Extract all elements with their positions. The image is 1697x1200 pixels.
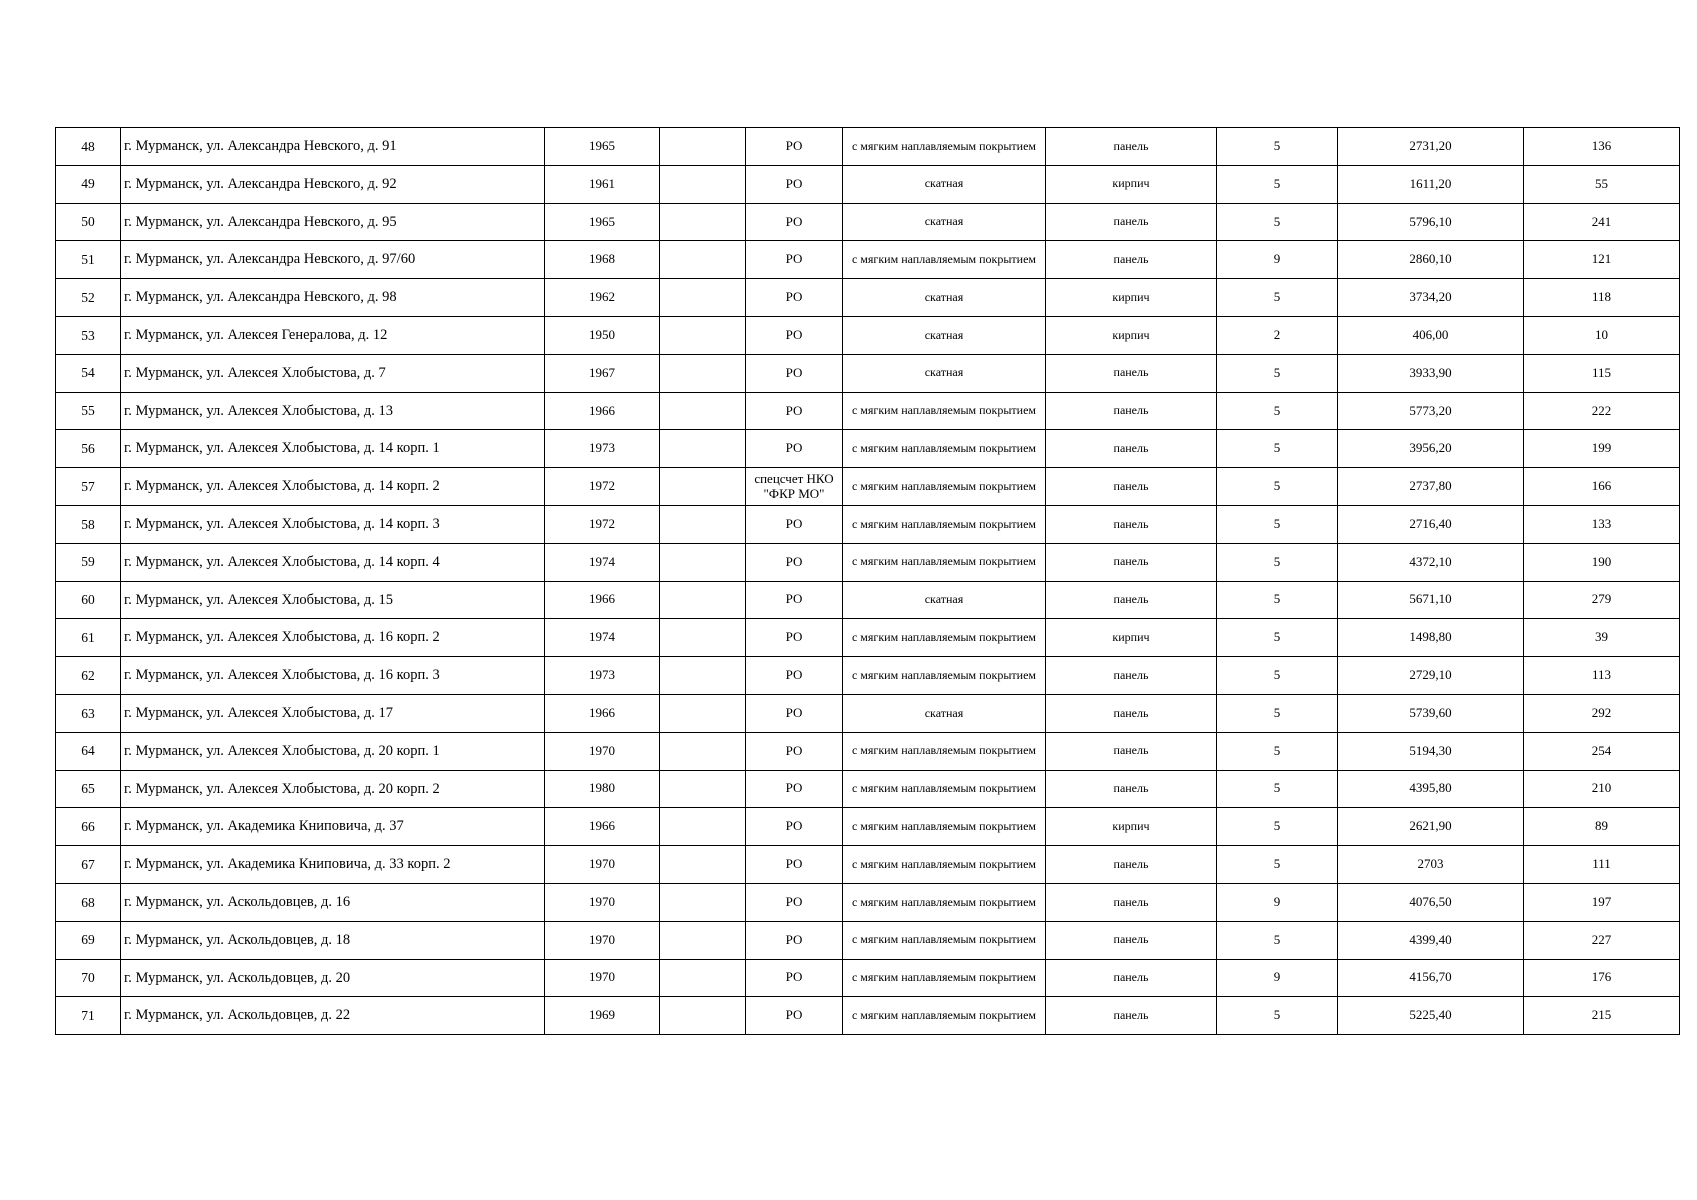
row-number-cell: 63 [56, 694, 121, 732]
blank-cell [660, 997, 746, 1035]
blank-cell [660, 543, 746, 581]
row-number-cell: 64 [56, 732, 121, 770]
fund-method-cell: РО [746, 505, 843, 543]
floors-cell: 9 [1217, 883, 1338, 921]
floors-cell: 5 [1217, 997, 1338, 1035]
residents-cell: 113 [1524, 657, 1680, 695]
year-built-cell: 1966 [545, 808, 660, 846]
row-number-cell: 67 [56, 846, 121, 884]
fund-method-cell: РО [746, 657, 843, 695]
row-number-cell: 49 [56, 165, 121, 203]
residents-cell: 215 [1524, 997, 1680, 1035]
address-cell: г. Мурманск, ул. Алексея Хлобыстова, д. 16 корп. 3 [121, 657, 545, 695]
address-cell: г. Мурманск, ул. Алексея Хлобыстова, д. 14 корп. 2 [121, 468, 545, 506]
table-row [56, 770, 1680, 808]
residents-cell: 55 [1524, 165, 1680, 203]
blank-cell [660, 921, 746, 959]
address-cell: г. Мурманск, ул. Александра Невского, д. 92 [121, 165, 545, 203]
residents-cell: 89 [1524, 808, 1680, 846]
blank-cell [660, 468, 746, 506]
fund-method-cell: РО [746, 354, 843, 392]
year-built-cell: 1973 [545, 430, 660, 468]
blank-cell [660, 732, 746, 770]
area-cell: 4399,40 [1338, 921, 1524, 959]
area-cell: 5739,60 [1338, 694, 1524, 732]
roof-type-cell: с мягким наплавляемым покрытием [843, 657, 1046, 695]
address-cell: г. Мурманск, ул. Академика Книповича, д. 37 [121, 808, 545, 846]
table-row [56, 430, 1680, 468]
floors-cell: 5 [1217, 279, 1338, 317]
residents-cell: 254 [1524, 732, 1680, 770]
residents-cell: 210 [1524, 770, 1680, 808]
year-built-cell: 1950 [545, 316, 660, 354]
year-built-cell: 1962 [545, 279, 660, 317]
wall-material-cell: панель [1046, 657, 1217, 695]
area-cell: 5796,10 [1338, 203, 1524, 241]
year-built-cell: 1974 [545, 543, 660, 581]
floors-cell: 5 [1217, 543, 1338, 581]
floors-cell: 5 [1217, 468, 1338, 506]
floors-cell: 5 [1217, 808, 1338, 846]
fund-method-cell: РО [746, 316, 843, 354]
floors-cell: 5 [1217, 354, 1338, 392]
year-built-cell: 1970 [545, 846, 660, 884]
residents-cell: 136 [1524, 128, 1680, 166]
area-cell: 3956,20 [1338, 430, 1524, 468]
wall-material-cell: кирпич [1046, 808, 1217, 846]
roof-type-cell: с мягким наплавляемым покрытием [843, 505, 1046, 543]
address-cell: г. Мурманск, ул. Алексея Хлобыстова, д. 7 [121, 354, 545, 392]
row-number-cell: 59 [56, 543, 121, 581]
residents-cell: 118 [1524, 279, 1680, 317]
roof-type-cell: с мягким наплавляемым покрытием [843, 921, 1046, 959]
fund-method-cell: РО [746, 921, 843, 959]
row-number-cell: 55 [56, 392, 121, 430]
year-built-cell: 1972 [545, 505, 660, 543]
floors-cell: 5 [1217, 392, 1338, 430]
wall-material-cell: панель [1046, 732, 1217, 770]
wall-material-cell: кирпич [1046, 619, 1217, 657]
blank-cell [660, 241, 746, 279]
row-number-cell: 66 [56, 808, 121, 846]
area-cell: 406,00 [1338, 316, 1524, 354]
address-cell: г. Мурманск, ул. Алексея Хлобыстова, д. 17 [121, 694, 545, 732]
year-built-cell: 1966 [545, 392, 660, 430]
fund-method-cell: РО [746, 694, 843, 732]
fund-method-cell: РО [746, 959, 843, 997]
row-number-cell: 70 [56, 959, 121, 997]
blank-cell [660, 959, 746, 997]
floors-cell: 5 [1217, 619, 1338, 657]
wall-material-cell: панель [1046, 846, 1217, 884]
residents-cell: 279 [1524, 581, 1680, 619]
year-built-cell: 1970 [545, 959, 660, 997]
area-cell: 4372,10 [1338, 543, 1524, 581]
year-built-cell: 1970 [545, 732, 660, 770]
row-number-cell: 68 [56, 883, 121, 921]
blank-cell [660, 316, 746, 354]
blank-cell [660, 770, 746, 808]
table-row [56, 316, 1680, 354]
table-row [56, 581, 1680, 619]
residents-cell: 166 [1524, 468, 1680, 506]
blank-cell [660, 505, 746, 543]
fund-method-cell: РО [746, 997, 843, 1035]
table-row [56, 657, 1680, 695]
floors-cell: 5 [1217, 657, 1338, 695]
fund-method-cell: спецсчет НКО "ФКР МО" [746, 468, 843, 506]
address-cell: г. Мурманск, ул. Аскольдовцев, д. 22 [121, 997, 545, 1035]
wall-material-cell: панель [1046, 505, 1217, 543]
residents-cell: 111 [1524, 846, 1680, 884]
blank-cell [660, 846, 746, 884]
address-cell: г. Мурманск, ул. Алексея Хлобыстова, д. 14 корп. 4 [121, 543, 545, 581]
roof-type-cell: скатная [843, 354, 1046, 392]
floors-cell: 5 [1217, 430, 1338, 468]
fund-method-cell: РО [746, 128, 843, 166]
wall-material-cell: кирпич [1046, 316, 1217, 354]
blank-cell [660, 165, 746, 203]
year-built-cell: 1970 [545, 883, 660, 921]
year-built-cell: 1974 [545, 619, 660, 657]
row-number-cell: 50 [56, 203, 121, 241]
address-cell: г. Мурманск, ул. Алексея Хлобыстова, д. 20 корп. 2 [121, 770, 545, 808]
row-number-cell: 65 [56, 770, 121, 808]
floors-cell: 5 [1217, 921, 1338, 959]
table-row [56, 959, 1680, 997]
wall-material-cell: панель [1046, 468, 1217, 506]
residents-cell: 115 [1524, 354, 1680, 392]
year-built-cell: 1973 [545, 657, 660, 695]
roof-type-cell: скатная [843, 694, 1046, 732]
fund-method-cell: РО [746, 808, 843, 846]
wall-material-cell: панель [1046, 694, 1217, 732]
roof-type-cell: скатная [843, 165, 1046, 203]
floors-cell: 5 [1217, 770, 1338, 808]
address-cell: г. Мурманск, ул. Александра Невского, д. 98 [121, 279, 545, 317]
table-row [56, 468, 1680, 506]
address-cell: г. Мурманск, ул. Александра Невского, д. 91 [121, 128, 545, 166]
table-row [56, 279, 1680, 317]
fund-method-cell: РО [746, 581, 843, 619]
address-cell: г. Мурманск, ул. Аскольдовцев, д. 20 [121, 959, 545, 997]
roof-type-cell: с мягким наплавляемым покрытием [843, 883, 1046, 921]
table-row [56, 505, 1680, 543]
wall-material-cell: кирпич [1046, 279, 1217, 317]
floors-cell: 5 [1217, 128, 1338, 166]
residents-cell: 222 [1524, 392, 1680, 430]
floors-cell: 5 [1217, 165, 1338, 203]
floors-cell: 2 [1217, 316, 1338, 354]
area-cell: 4156,70 [1338, 959, 1524, 997]
year-built-cell: 1980 [545, 770, 660, 808]
fund-method-cell: РО [746, 392, 843, 430]
table-row [56, 128, 1680, 166]
blank-cell [660, 808, 746, 846]
year-built-cell: 1970 [545, 921, 660, 959]
residents-cell: 227 [1524, 921, 1680, 959]
wall-material-cell: панель [1046, 543, 1217, 581]
table-row [56, 165, 1680, 203]
area-cell: 2860,10 [1338, 241, 1524, 279]
year-built-cell: 1972 [545, 468, 660, 506]
area-cell: 2737,80 [1338, 468, 1524, 506]
year-built-cell: 1968 [545, 241, 660, 279]
residents-cell: 39 [1524, 619, 1680, 657]
row-number-cell: 57 [56, 468, 121, 506]
address-cell: г. Мурманск, ул. Александра Невского, д. 97/60 [121, 241, 545, 279]
area-cell: 3933,90 [1338, 354, 1524, 392]
address-cell: г. Мурманск, ул. Аскольдовцев, д. 16 [121, 883, 545, 921]
residents-cell: 197 [1524, 883, 1680, 921]
table-row [56, 846, 1680, 884]
fund-method-cell: РО [746, 619, 843, 657]
year-built-cell: 1965 [545, 203, 660, 241]
roof-type-cell: скатная [843, 279, 1046, 317]
wall-material-cell: панель [1046, 770, 1217, 808]
year-built-cell: 1966 [545, 581, 660, 619]
row-number-cell: 51 [56, 241, 121, 279]
area-cell: 2703 [1338, 846, 1524, 884]
row-number-cell: 58 [56, 505, 121, 543]
table-row [56, 392, 1680, 430]
wall-material-cell: панель [1046, 883, 1217, 921]
blank-cell [660, 619, 746, 657]
wall-material-cell: панель [1046, 959, 1217, 997]
row-number-cell: 54 [56, 354, 121, 392]
year-built-cell: 1969 [545, 997, 660, 1035]
year-built-cell: 1966 [545, 694, 660, 732]
fund-method-cell: РО [746, 883, 843, 921]
residents-cell: 241 [1524, 203, 1680, 241]
fund-method-cell: РО [746, 279, 843, 317]
table-row [56, 543, 1680, 581]
floors-cell: 5 [1217, 581, 1338, 619]
address-cell: г. Мурманск, ул. Алексея Хлобыстова, д. 14 корп. 1 [121, 430, 545, 468]
fund-method-cell: РО [746, 770, 843, 808]
area-cell: 2716,40 [1338, 505, 1524, 543]
address-cell: г. Мурманск, ул. Алексея Хлобыстова, д. 16 корп. 2 [121, 619, 545, 657]
wall-material-cell: панель [1046, 203, 1217, 241]
residents-cell: 292 [1524, 694, 1680, 732]
year-built-cell: 1961 [545, 165, 660, 203]
fund-method-cell: РО [746, 165, 843, 203]
roof-type-cell: с мягким наплавляемым покрытием [843, 770, 1046, 808]
residents-cell: 133 [1524, 505, 1680, 543]
fund-method-cell: РО [746, 203, 843, 241]
blank-cell [660, 392, 746, 430]
floors-cell: 5 [1217, 505, 1338, 543]
area-cell: 3734,20 [1338, 279, 1524, 317]
area-cell: 5194,30 [1338, 732, 1524, 770]
table-row [56, 354, 1680, 392]
residents-cell: 190 [1524, 543, 1680, 581]
row-number-cell: 60 [56, 581, 121, 619]
area-cell: 2731,20 [1338, 128, 1524, 166]
housing-register-table [55, 127, 1680, 1035]
residents-cell: 176 [1524, 959, 1680, 997]
roof-type-cell: с мягким наплавляемым покрытием [843, 241, 1046, 279]
residents-cell: 199 [1524, 430, 1680, 468]
table-body [56, 128, 1680, 1035]
blank-cell [660, 657, 746, 695]
wall-material-cell: панель [1046, 392, 1217, 430]
blank-cell [660, 128, 746, 166]
roof-type-cell: с мягким наплавляемым покрытием [843, 997, 1046, 1035]
address-cell: г. Мурманск, ул. Академика Книповича, д. 33 корп. 2 [121, 846, 545, 884]
blank-cell [660, 883, 746, 921]
row-number-cell: 53 [56, 316, 121, 354]
table-row [56, 997, 1680, 1035]
address-cell: г. Мурманск, ул. Алексея Хлобыстова, д. 14 корп. 3 [121, 505, 545, 543]
fund-method-cell: РО [746, 543, 843, 581]
row-number-cell: 52 [56, 279, 121, 317]
wall-material-cell: панель [1046, 581, 1217, 619]
year-built-cell: 1967 [545, 354, 660, 392]
area-cell: 4076,50 [1338, 883, 1524, 921]
wall-material-cell: панель [1046, 354, 1217, 392]
row-number-cell: 61 [56, 619, 121, 657]
roof-type-cell: с мягким наплавляемым покрытием [843, 619, 1046, 657]
fund-method-cell: РО [746, 430, 843, 468]
roof-type-cell: с мягким наплавляемым покрытием [843, 468, 1046, 506]
row-number-cell: 62 [56, 657, 121, 695]
fund-method-cell: РО [746, 846, 843, 884]
row-number-cell: 69 [56, 921, 121, 959]
address-cell: г. Мурманск, ул. Аскольдовцев, д. 18 [121, 921, 545, 959]
residents-cell: 121 [1524, 241, 1680, 279]
table-row [56, 694, 1680, 732]
wall-material-cell: панель [1046, 997, 1217, 1035]
wall-material-cell: панель [1046, 241, 1217, 279]
area-cell: 2621,90 [1338, 808, 1524, 846]
wall-material-cell: панель [1046, 921, 1217, 959]
address-cell: г. Мурманск, ул. Алексея Хлобыстова, д. 13 [121, 392, 545, 430]
blank-cell [660, 279, 746, 317]
roof-type-cell: с мягким наплавляемым покрытием [843, 392, 1046, 430]
table-row [56, 619, 1680, 657]
roof-type-cell: с мягким наплавляемым покрытием [843, 808, 1046, 846]
table-row [56, 883, 1680, 921]
table-row [56, 241, 1680, 279]
roof-type-cell: с мягким наплавляемым покрытием [843, 846, 1046, 884]
roof-type-cell: с мягким наплавляемым покрытием [843, 128, 1046, 166]
fund-method-cell: РО [746, 241, 843, 279]
roof-type-cell: с мягким наплавляемым покрытием [843, 959, 1046, 997]
area-cell: 1611,20 [1338, 165, 1524, 203]
blank-cell [660, 694, 746, 732]
blank-cell [660, 203, 746, 241]
roof-type-cell: с мягким наплавляемым покрытием [843, 732, 1046, 770]
area-cell: 2729,10 [1338, 657, 1524, 695]
floors-cell: 5 [1217, 203, 1338, 241]
roof-type-cell: с мягким наплавляемым покрытием [843, 430, 1046, 468]
roof-type-cell: скатная [843, 581, 1046, 619]
roof-type-cell: скатная [843, 316, 1046, 354]
blank-cell [660, 354, 746, 392]
fund-method-cell: РО [746, 732, 843, 770]
row-number-cell: 71 [56, 997, 121, 1035]
table-row [56, 732, 1680, 770]
blank-cell [660, 430, 746, 468]
residents-cell: 10 [1524, 316, 1680, 354]
table-row [56, 203, 1680, 241]
floors-cell: 5 [1217, 846, 1338, 884]
table-row [56, 921, 1680, 959]
blank-cell [660, 581, 746, 619]
wall-material-cell: панель [1046, 128, 1217, 166]
address-cell: г. Мурманск, ул. Алексея Хлобыстова, д. 15 [121, 581, 545, 619]
floors-cell: 5 [1217, 694, 1338, 732]
address-cell: г. Мурманск, ул. Александра Невского, д. 95 [121, 203, 545, 241]
year-built-cell: 1965 [545, 128, 660, 166]
address-cell: г. Мурманск, ул. Алексея Хлобыстова, д. 20 корп. 1 [121, 732, 545, 770]
area-cell: 5671,10 [1338, 581, 1524, 619]
area-cell: 5225,40 [1338, 997, 1524, 1035]
row-number-cell: 48 [56, 128, 121, 166]
wall-material-cell: панель [1046, 430, 1217, 468]
area-cell: 4395,80 [1338, 770, 1524, 808]
floors-cell: 9 [1217, 241, 1338, 279]
area-cell: 5773,20 [1338, 392, 1524, 430]
row-number-cell: 56 [56, 430, 121, 468]
address-cell: г. Мурманск, ул. Алексея Генералова, д. 12 [121, 316, 545, 354]
floors-cell: 5 [1217, 732, 1338, 770]
floors-cell: 9 [1217, 959, 1338, 997]
table-row [56, 808, 1680, 846]
roof-type-cell: скатная [843, 203, 1046, 241]
area-cell: 1498,80 [1338, 619, 1524, 657]
roof-type-cell: с мягким наплавляемым покрытием [843, 543, 1046, 581]
wall-material-cell: кирпич [1046, 165, 1217, 203]
